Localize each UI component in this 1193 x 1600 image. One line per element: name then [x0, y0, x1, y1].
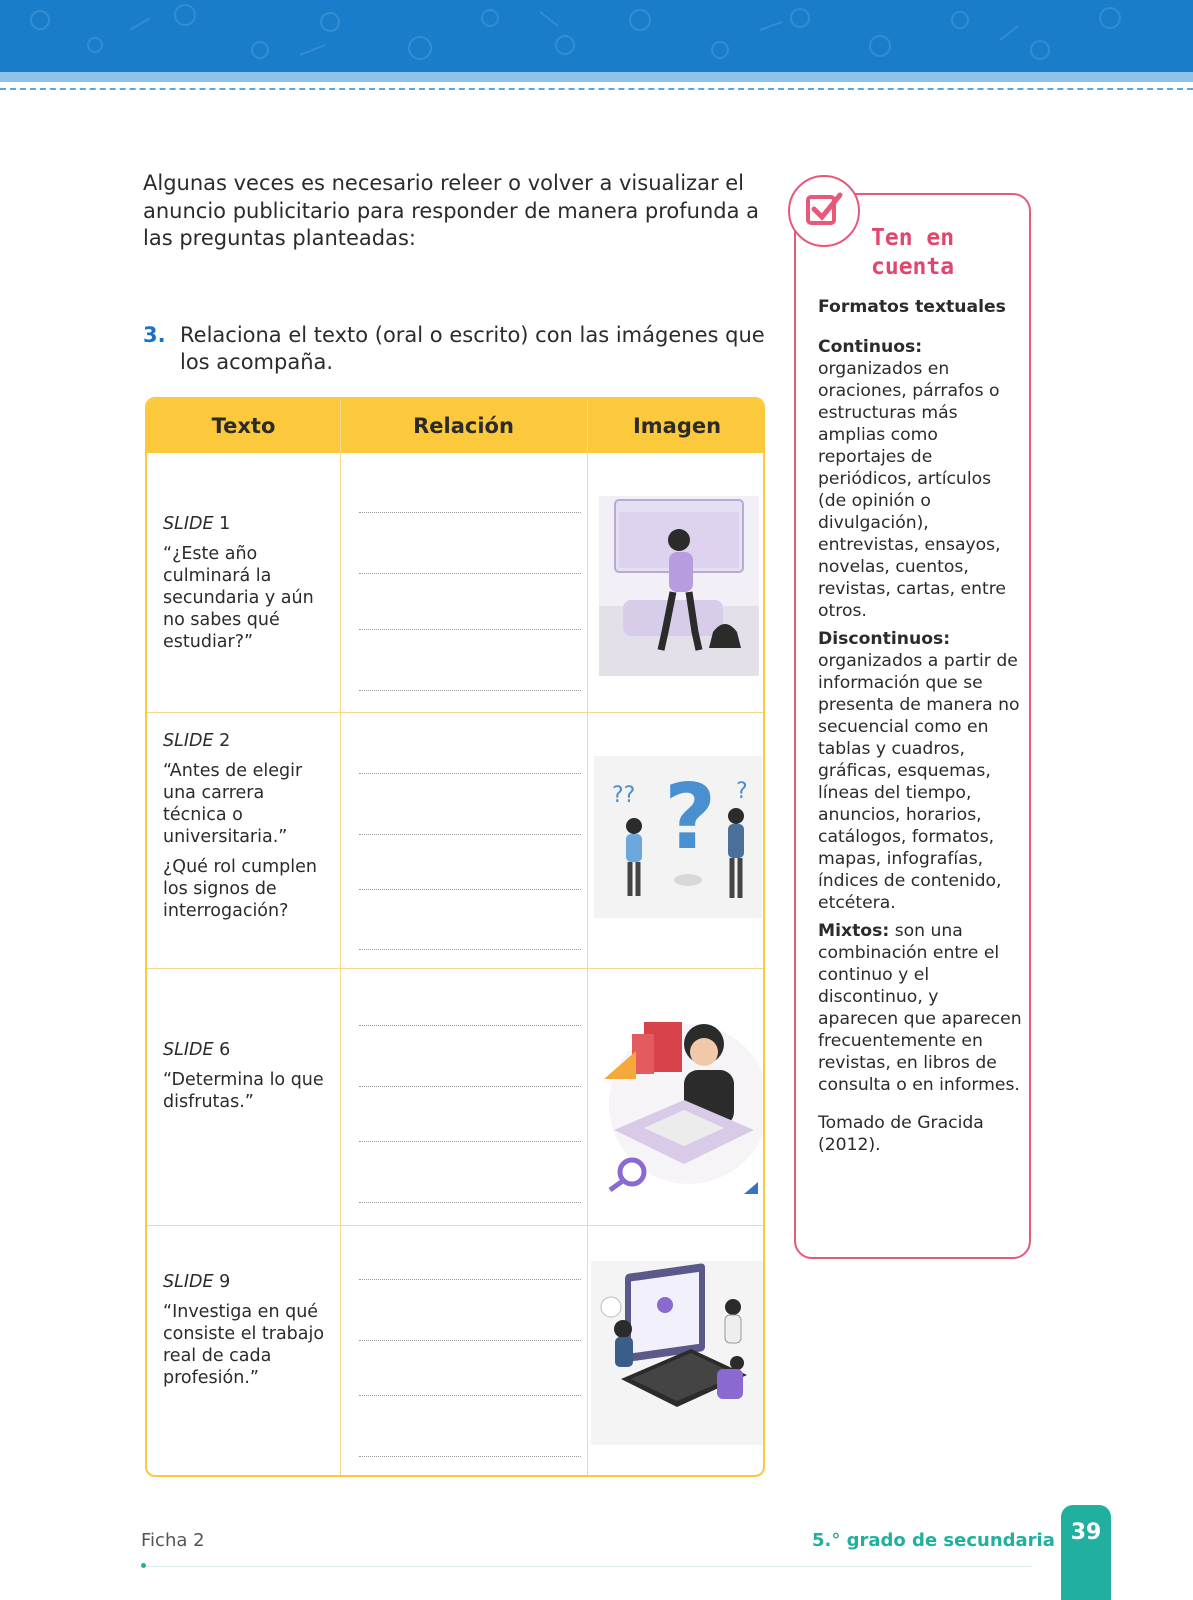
slide-number: 6: [219, 1040, 231, 1060]
header-banner: [0, 0, 1193, 72]
header-texto: Texto: [211, 414, 276, 438]
column-divider: [587, 399, 588, 1475]
row-divider: [147, 1225, 763, 1226]
slide-label: SLIDE: [163, 731, 214, 751]
answer-line[interactable]: [359, 629, 581, 630]
footer-ficha: Ficha 2: [141, 1530, 205, 1551]
answer-line[interactable]: [359, 573, 581, 574]
slide-quote: “¿Este año culminará la secundaria y aún no sabes qué estudiar?”: [163, 544, 314, 652]
header-relacion: Relación: [413, 414, 514, 438]
answer-line[interactable]: [359, 1395, 581, 1396]
slide-number: 9: [219, 1272, 231, 1292]
tip-title: Ten en cuenta: [871, 225, 955, 280]
answer-line[interactable]: [359, 773, 581, 774]
slide-label: SLIDE: [163, 1272, 214, 1292]
svg-text:?: ?: [736, 779, 748, 804]
answer-line[interactable]: [359, 690, 581, 691]
illustration-online-class: [591, 1261, 763, 1445]
illustration-student-desk: [594, 1004, 764, 1204]
slide-label: SLIDE: [163, 514, 214, 534]
answer-line[interactable]: [359, 512, 581, 513]
answer-line[interactable]: [359, 1141, 581, 1142]
answer-line[interactable]: [359, 1340, 581, 1341]
table-row-1-text: [163, 513, 333, 661]
answer-line[interactable]: [359, 1279, 581, 1280]
question-text: Relaciona el texto (oral o escrito) con las imágenes que los acompaña.: [180, 323, 765, 374]
table-row-2-text: [163, 730, 333, 930]
banner-dashed-line: [0, 88, 1193, 90]
slide-number: 1: [219, 514, 231, 534]
question-number: 3.: [143, 323, 166, 347]
answer-line[interactable]: [359, 1025, 581, 1026]
answer-line[interactable]: [359, 1086, 581, 1087]
tip-source: Tomado de Gracida (2012).: [818, 1113, 984, 1155]
footer-line: [142, 1566, 1032, 1567]
svg-text:??: ??: [612, 783, 636, 808]
answer-line[interactable]: [359, 834, 581, 835]
column-divider: [340, 399, 341, 1475]
slide-quote: “Investiga en qué consiste el trabajo real de cada profesión.”: [163, 1302, 325, 1388]
footer-grade: 5.° grado de secundaria: [812, 1530, 1055, 1551]
page-number: 39: [1061, 1505, 1111, 1600]
slide-question: ¿Qué rol cumplen los signos de interrogación?: [163, 857, 318, 921]
banner-doodles: [0, 0, 1193, 72]
slide-quote: “Antes de elegir una carrera técnica o universitaria.”: [163, 761, 303, 847]
tip-body: [818, 296, 1023, 1162]
row-divider: [147, 968, 763, 969]
slide-label: SLIDE: [163, 1040, 214, 1060]
answer-line[interactable]: [359, 949, 581, 950]
tip-continuos: Continuos: organizados en oraciones, párrafos o estructuras más amplias como reportajes de periódicos, artículos (de opinión o divulgación), entrevistas, ensayos, novelas, cuentos, revistas, cartas, entre otros.: [818, 337, 1006, 621]
answer-line[interactable]: [359, 1456, 581, 1457]
illustration-question-marks: [594, 756, 762, 918]
table-row-4-text: [163, 1271, 333, 1397]
intro-paragraph: Algunas veces es necesario releer o volver a visualizar el anuncio publicitario para responder de manera profunda a las preguntas planteadas:: [143, 171, 760, 250]
table-row-3-text: [163, 1039, 333, 1121]
tip-heading: Formatos textuales: [818, 297, 1006, 317]
svg-text:?: ?: [664, 765, 717, 870]
row-divider: [147, 712, 763, 713]
slide-number: 2: [219, 731, 231, 751]
question-3: [143, 322, 773, 376]
tip-discontinuos: Discontinuos: organizados a partir de información que se presenta de manera no secuencial como en tablas y cuadros, gráficas, esquemas, líneas del tiempo, anuncios, horarios, catálogos, formatos, mapas, infografías, índices de contenido, etcétera.: [818, 629, 1020, 913]
header-imagen: Imagen: [632, 414, 722, 438]
footer-dot: [141, 1563, 146, 1568]
banner-stripe: [0, 72, 1193, 82]
table-header: [147, 399, 763, 453]
checkbox-icon: [788, 175, 860, 247]
answer-line[interactable]: [359, 1202, 581, 1203]
tip-mixtos: Mixtos: son una combinación entre el continuo y el discontinuo, y aparecen que aparecen frecuentemente en revistas, en libros de consulta o en informes.: [818, 921, 1022, 1095]
illustration-pensive-woman: [599, 496, 759, 676]
answer-line[interactable]: [359, 889, 581, 890]
slide-quote: “Determina lo que disfrutas.”: [163, 1070, 324, 1112]
relation-table: [145, 397, 765, 1477]
